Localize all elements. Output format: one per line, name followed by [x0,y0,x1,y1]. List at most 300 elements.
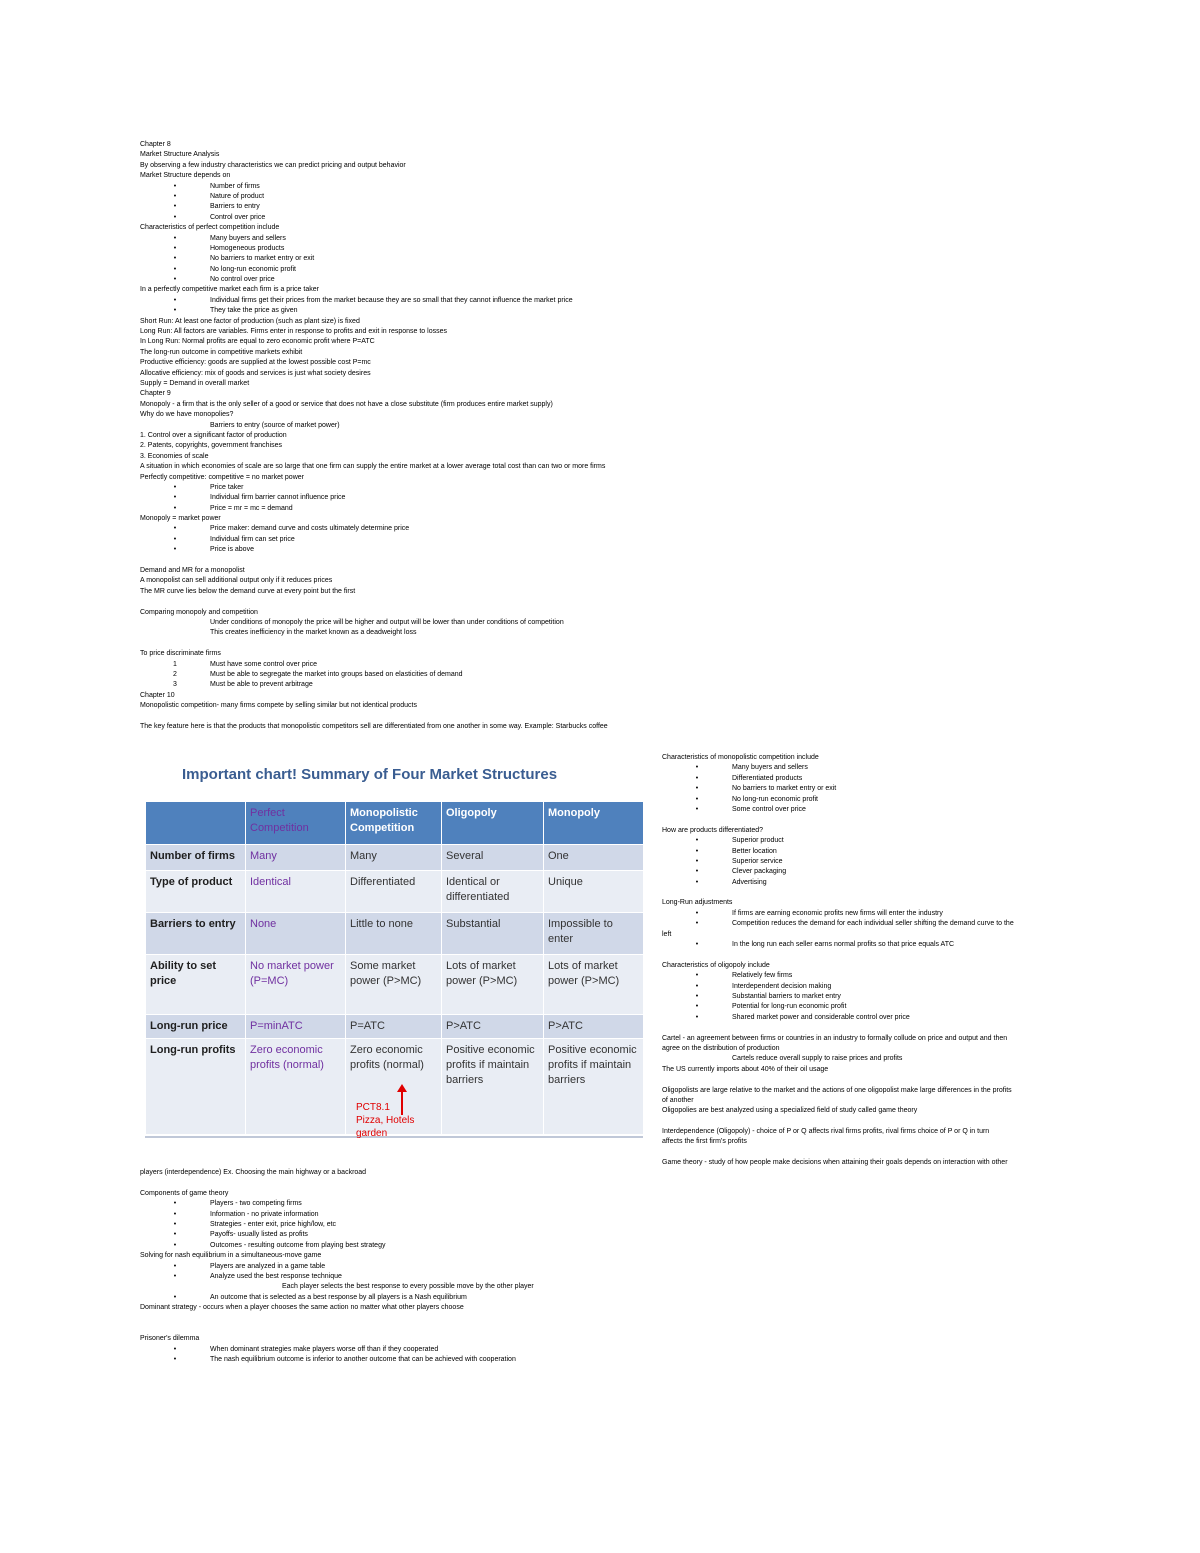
row-header: Type of product [146,871,246,913]
line-text: agree on the distribution of production [662,1044,780,1052]
table-cell: Positive economic profits if maintain barriers [442,1039,544,1135]
line-text: Individual firm can set price [210,535,295,543]
text-line [140,608,608,618]
line-text: Characteristics of oligopoly include [662,961,770,969]
text-line [140,317,608,327]
line-text: Long Run: All factors are variables. Firms enter in response to profits and exit in response to losses [140,328,447,336]
bullet-icon: • [695,1003,699,1011]
bullet-item [140,504,608,514]
text-line [140,171,608,181]
blank-line [662,1023,1014,1033]
text-line [662,1034,1014,1044]
bullet-item [140,483,608,493]
bullet-icon: • [695,774,699,782]
bullet-icon: • [173,265,177,273]
bullet-item [140,1272,534,1282]
bullet-icon: • [695,857,699,865]
line-text: The long-run outcome in competitive markets exhibit [140,348,303,356]
bullet-icon: • [173,307,177,315]
text-line [662,1096,1014,1106]
line-text: Many buyers and sellers [732,764,808,772]
bullet-icon: • [695,920,699,928]
bullet-item [140,202,608,212]
bullet-item [662,1002,1014,1012]
line-text: Many buyers and sellers [210,234,286,242]
numbered-item [140,670,608,680]
line-text: Price is above [210,546,254,554]
text-line [140,618,608,628]
line-text: Market Structure Analysis [140,151,220,159]
line-text: Price = mr = mc = demand [210,504,293,512]
bullet-icon: • [173,296,177,304]
line-text: Clever packaging [732,868,787,876]
bullet-item [140,213,608,223]
text-line [140,1334,534,1344]
line-text: Cartels reduce overall supply to raise prices and profits [732,1055,903,1063]
text-line [662,1086,1014,1096]
blank-line [662,950,1014,960]
row-header: Number of firms [146,845,246,871]
text-line [662,1054,1014,1064]
line-text: Analyze used the best response technique [210,1272,342,1280]
text-line [140,722,608,732]
line-text: Monopolistic competition- many firms compete by selling similar but not identical products [140,702,418,710]
bullet-icon: • [695,847,699,855]
bullet-icon: • [173,1210,177,1218]
row-header: Barriers to entry [146,913,246,955]
line-text: Chapter 8 [140,141,171,148]
line-text: Under conditions of monopoly the price will be higher and output will be lower than under conditions of competition [210,618,564,626]
line-text: In a perfectly competitive market each firm is a price taker [140,286,319,294]
bullet-icon: • [173,182,177,190]
text-line [140,285,608,295]
bullet-item [140,535,608,545]
table-cell: Differentiated [346,871,442,913]
line-text: No barriers to market entry or exit [732,785,837,793]
text-line [140,421,608,431]
line-text: Individual firm barrier cannot influence price [210,494,346,502]
line-text: Individual firms get their prices from the market because they are so small that they cannot influence the market price [210,296,573,304]
bullet-item [140,493,608,503]
text-line [140,327,608,337]
table-cell: Zero economic profits (normal) [346,1039,442,1135]
line-text: Cartel - an agreement between firms or countries in an industry to formally collude on price and output and then [662,1034,1008,1042]
notes-right-column [662,753,1014,1169]
notes-left-top [140,140,608,732]
bullet-item [140,1210,534,1220]
bullet-icon: • [173,255,177,263]
bullet-icon: • [173,203,177,211]
line-text: When dominant strategies make players worse off than if they cooperated [210,1345,439,1353]
bullet-icon: • [695,805,699,813]
bullet-item [662,878,1014,888]
line-text: Players are analyzed in a game table [210,1262,326,1270]
bullet-item [662,836,1014,846]
bullet-item [662,774,1014,784]
blank-line [140,556,608,566]
bullet-item [140,306,608,316]
bullet-icon: • [173,1356,177,1364]
blank-line [140,639,608,649]
text-line [140,691,608,701]
text-line [140,1251,534,1261]
line-text: Number of firms [210,182,260,190]
line-text: Interdependence (Oligopoly) - choice of P or Q affects rival firms profits, rival firms choice of P or Q in turn [662,1128,990,1136]
line-text: Relatively few firms [732,972,793,980]
text-line [140,701,608,711]
bullet-icon: • [173,213,177,221]
bullet-item [662,805,1014,815]
bullet-item [662,867,1014,877]
line-text: Potential for long-run economic profit [732,1003,847,1011]
line-text: Shared market power and considerable control over price [732,1013,910,1021]
line-text: 1. Control over a significant factor of production [140,431,287,439]
bullet-icon: • [695,992,699,1000]
table-cell: Lots of market power (P>MC) [544,955,644,1015]
bullet-item [140,1262,534,1272]
bullet-item [140,1355,534,1365]
line-text: Must be able to prevent arbitrage [210,681,313,689]
bullet-item [140,1293,534,1303]
table-cell: Positive economic profits if maintain barriers [544,1039,644,1135]
annotation-line: garden [356,1128,388,1139]
line-text: Interdependent decision making [732,982,832,990]
line-text: Payoffs- usually listed as profits [210,1231,308,1239]
handwritten-annotation [356,1101,414,1140]
line-text: Substantial barriers to market entry [732,992,841,1000]
line-text: Perfectly competitive: competitive = no market power [140,473,304,481]
text-line [140,369,608,379]
line-text: Price maker: demand curve and costs ultimately determine price [210,525,410,533]
bullet-item [140,275,608,285]
text-line [140,140,608,150]
line-text: How are products differentiated? [662,826,764,834]
line-text: Characteristics of monopolistic competition include [662,754,819,761]
bullet-icon: • [173,546,177,554]
line-text: The nash equilibrium outcome is inferior to another outcome that can be achieved with cooperation [210,1356,516,1364]
text-line [140,1303,534,1313]
blank-line [662,888,1014,898]
bullet-icon: • [695,868,699,876]
table-cell: P>ATC [544,1015,644,1039]
header-cell: Perfect Competition [246,802,346,845]
table-cell: One [544,845,644,871]
line-text: The MR curve lies below the demand curve at every point but the first [140,587,356,595]
chart-title: Important chart! Summary of Four Market Structures [182,766,558,783]
table-row [146,845,644,871]
list-number: 3 [173,681,177,689]
blank-line [662,1117,1014,1127]
notes-left-bottom [140,1168,534,1365]
line-text: The key feature here is that the products that monopolistic competitors sell are differentiated from one another in some way. Example: Starbucks coffee [140,722,608,730]
text-line [662,1137,1014,1147]
text-line [140,441,608,451]
bullet-icon: • [173,1345,177,1353]
line-text: Differentiated products [732,774,803,782]
line-text: Price taker [210,483,244,491]
line-text: Barriers to entry [210,203,260,211]
line-text: By observing a few industry characteristics we can predict pricing and output behavior [140,161,406,169]
bullet-icon: • [173,1231,177,1239]
line-text: Must be able to segregate the market into groups based on elasticities of demand [210,670,463,678]
row-header: Ability to set price [146,955,246,1015]
line-text: Barriers to entry (source of market power) [210,421,340,429]
bullet-item [662,847,1014,857]
blank-line [140,1178,534,1188]
line-text: left [662,930,672,938]
line-text: players (interdependence) Ex. Choosing the main highway or a backroad [140,1169,367,1176]
line-text: Why do we have monopolies? [140,411,234,419]
numbered-item [140,680,608,690]
blank-line [662,1075,1014,1085]
bullet-icon: • [173,1241,177,1249]
line-text: Supply = Demand in overall market [140,379,250,387]
line-text: Better location [732,847,777,855]
line-text: Characteristics of perfect competition include [140,224,280,232]
bullet-item [140,234,608,244]
text-line [662,961,1014,971]
line-text: Monopoly = market power [140,515,221,523]
line-text: Control over price [210,213,266,221]
blank-line [662,815,1014,825]
line-text: 3. Economies of scale [140,452,209,460]
table-row [146,913,644,955]
text-line [140,400,608,410]
line-text: Components of game theory [140,1189,229,1197]
bullet-icon: • [173,1293,177,1301]
table-cell: Lots of market power (P>MC) [442,955,544,1015]
table-cell: Little to none [346,913,442,955]
row-header: Long-run price [146,1015,246,1039]
bullet-icon: • [695,982,699,990]
text-line [140,576,608,586]
text-line [662,753,1014,763]
text-line [140,1189,534,1199]
line-text: Oligopolies are best analyzed using a specialized field of study called game theory [662,1107,918,1115]
bullet-icon: • [695,1013,699,1021]
bullet-icon: • [695,795,699,803]
line-text: Each player selects the best response to every possible move by the other player [282,1283,534,1291]
line-text: of another [662,1096,694,1104]
bullet-icon: • [173,483,177,491]
text-line [140,452,608,462]
bullet-icon: • [173,1272,177,1280]
line-text: Allocative efficiency: mix of goods and services is just what society desires [140,369,371,377]
bullet-item [140,1220,534,1230]
bullet-icon: • [173,192,177,200]
text-line [140,410,608,420]
text-line [662,898,1014,908]
blank-line [140,1324,534,1334]
blank-line [140,1313,534,1323]
bullet-icon: • [173,525,177,533]
bullet-item [662,763,1014,773]
text-line [662,826,1014,836]
text-line [140,1282,534,1292]
header-cell: Monopoly [544,802,644,845]
line-text: The US currently imports about 40% of their oil usage [662,1065,829,1073]
bullet-item [662,784,1014,794]
text-line [662,1044,1014,1054]
bullet-item [140,182,608,192]
line-text: Information - no private information [210,1210,319,1218]
bullet-item [140,192,608,202]
text-line [662,1127,1014,1137]
text-line [140,649,608,659]
line-text: Chapter 9 [140,390,171,398]
bullet-icon: • [173,535,177,543]
text-line [140,358,608,368]
text-line [662,930,1014,940]
line-text: Some control over price [732,805,806,813]
line-text: If firms are earning economic profits new firms will enter the industry [732,909,943,917]
text-line [140,223,608,233]
text-line [140,1168,534,1178]
line-text: Prisoner's dilemma [140,1335,200,1343]
line-text: No long-run economic profit [732,795,818,803]
bullet-item [140,1230,534,1240]
bullet-icon: • [173,494,177,502]
line-text: Productive efficiency: goods are supplied at the lowest possible cost P=mc [140,359,371,367]
text-line [140,566,608,576]
line-text: This creates inefficiency in the market known as a deadweight loss [210,629,417,637]
table-cell: P>ATC [442,1015,544,1039]
table-cell: Impossible to enter [544,913,644,955]
line-text: Players - two competing firms [210,1200,302,1208]
bullet-icon: • [173,504,177,512]
line-text: They take the price as given [210,307,298,315]
table-cell: Identical or differentiated [442,871,544,913]
text-line [140,587,608,597]
text-line [662,1065,1014,1075]
line-text: Advertising [732,878,767,886]
text-line [140,337,608,347]
line-text: Solving for nash equilibrium in a simultaneous-move game [140,1252,322,1260]
text-line [140,473,608,483]
text-line [662,1106,1014,1116]
line-text: Superior service [732,857,783,865]
line-text: Game theory - study of how people make decisions when attaining their goals depends on interaction with other [662,1159,1008,1167]
text-line [662,1158,1014,1168]
header-cell: Monopolistic Competition [346,802,442,845]
line-text: Chapter 10 [140,691,175,699]
table-row [146,1015,644,1039]
text-line [140,389,608,399]
bullet-icon: • [173,1262,177,1270]
text-line [140,462,608,472]
line-text: Competition reduces the demand for each individual seller shifting the demand curve to the [732,920,1014,928]
header-cell: Oligopoly [442,802,544,845]
line-text: In the long run each seller earns normal profits so that price equals ATC [732,941,955,949]
bullet-item [140,244,608,254]
text-line [140,150,608,160]
bullet-icon: • [695,837,699,845]
text-line [140,431,608,441]
line-text: Dominant strategy - occurs when a player chooses the same action no matter what other players choose [140,1304,464,1312]
bullet-item [140,524,608,534]
bullet-icon: • [173,244,177,252]
table-cell: Identical [246,871,346,913]
line-text: A monopolist can sell additional output only if it reduces prices [140,577,333,585]
bullet-icon: • [695,941,699,949]
line-text: Must have some control over price [210,660,317,668]
line-text: Outcomes - resulting outcome from playing best strategy [210,1241,386,1249]
bullet-item [140,265,608,275]
table-cell: Several [442,845,544,871]
bullet-item [662,1013,1014,1023]
bullet-icon: • [695,764,699,772]
line-text: Market Structure depends on [140,172,231,180]
line-text: In Long Run: Normal profits are equal to zero economic profit where P=ATC [140,338,375,346]
bullet-item [662,982,1014,992]
bullet-item [662,919,1014,929]
text-line [140,348,608,358]
text-line [140,161,608,171]
bullet-item [140,1199,534,1209]
bullet-icon: • [695,785,699,793]
table-cell: Substantial [442,913,544,955]
line-text: A situation in which economies of scale are so large that one firm can supply the entire market at a lower average total cost than can two or more firms [140,463,606,471]
line-text: Superior product [732,837,784,845]
blank-line [140,711,608,721]
table-cell: P=minATC [246,1015,346,1039]
text-line [140,379,608,389]
table-row [146,871,644,913]
line-text: Short Run: At least one factor of production (such as plant size) is fixed [140,317,360,325]
table-cell: Many [246,845,346,871]
bullet-icon: • [695,972,699,980]
bullet-icon: • [173,1220,177,1228]
text-line [140,514,608,524]
bullet-item [662,971,1014,981]
bullet-icon: • [173,276,177,284]
table-cell: Unique [544,871,644,913]
line-text: Homogeneous products [210,244,285,252]
table-row [146,955,644,1015]
bullet-icon: • [695,878,699,886]
annotation-line: PCT8.1 [356,1102,390,1113]
line-text: Nature of product [210,192,265,200]
line-text: Long-Run adjustments [662,899,733,907]
line-text: Monopoly - a firm that is the only seller of a good or service that does not have a close substitute (firm produces entire market supply) [140,400,553,408]
bullet-item [662,857,1014,867]
line-text: To price discriminate firms [140,650,221,658]
annotation-line: Pizza, Hotels [356,1115,415,1126]
table-cell: Many [346,845,442,871]
bullet-item [662,940,1014,950]
table-cell: Zero economic profits (normal) [246,1039,346,1135]
blank-line [140,597,608,607]
bullet-item [140,296,608,306]
list-number: 2 [173,670,177,678]
line-text: Demand and MR for a monopolist [140,567,245,575]
list-number: 1 [173,660,177,668]
header-cell [146,802,246,845]
line-text: An outcome that is selected as a best response by all players is a Nash equilibrium [210,1293,467,1301]
line-text: Comparing monopoly and competition [140,608,258,616]
line-text: No long-run economic profit [210,265,296,273]
bullet-icon: • [695,909,699,917]
numbered-item [140,660,608,670]
line-text: affects the first firm's profits [662,1138,747,1146]
line-text: 2. Patents, copyrights, government franchises [140,442,283,450]
bullet-item [140,254,608,264]
table-cell: Some market power (P>MC) [346,955,442,1015]
bullet-item [140,1241,534,1251]
bullet-icon: • [173,234,177,242]
bullet-icon: • [173,1200,177,1208]
row-header: Long-run profits [146,1039,246,1135]
